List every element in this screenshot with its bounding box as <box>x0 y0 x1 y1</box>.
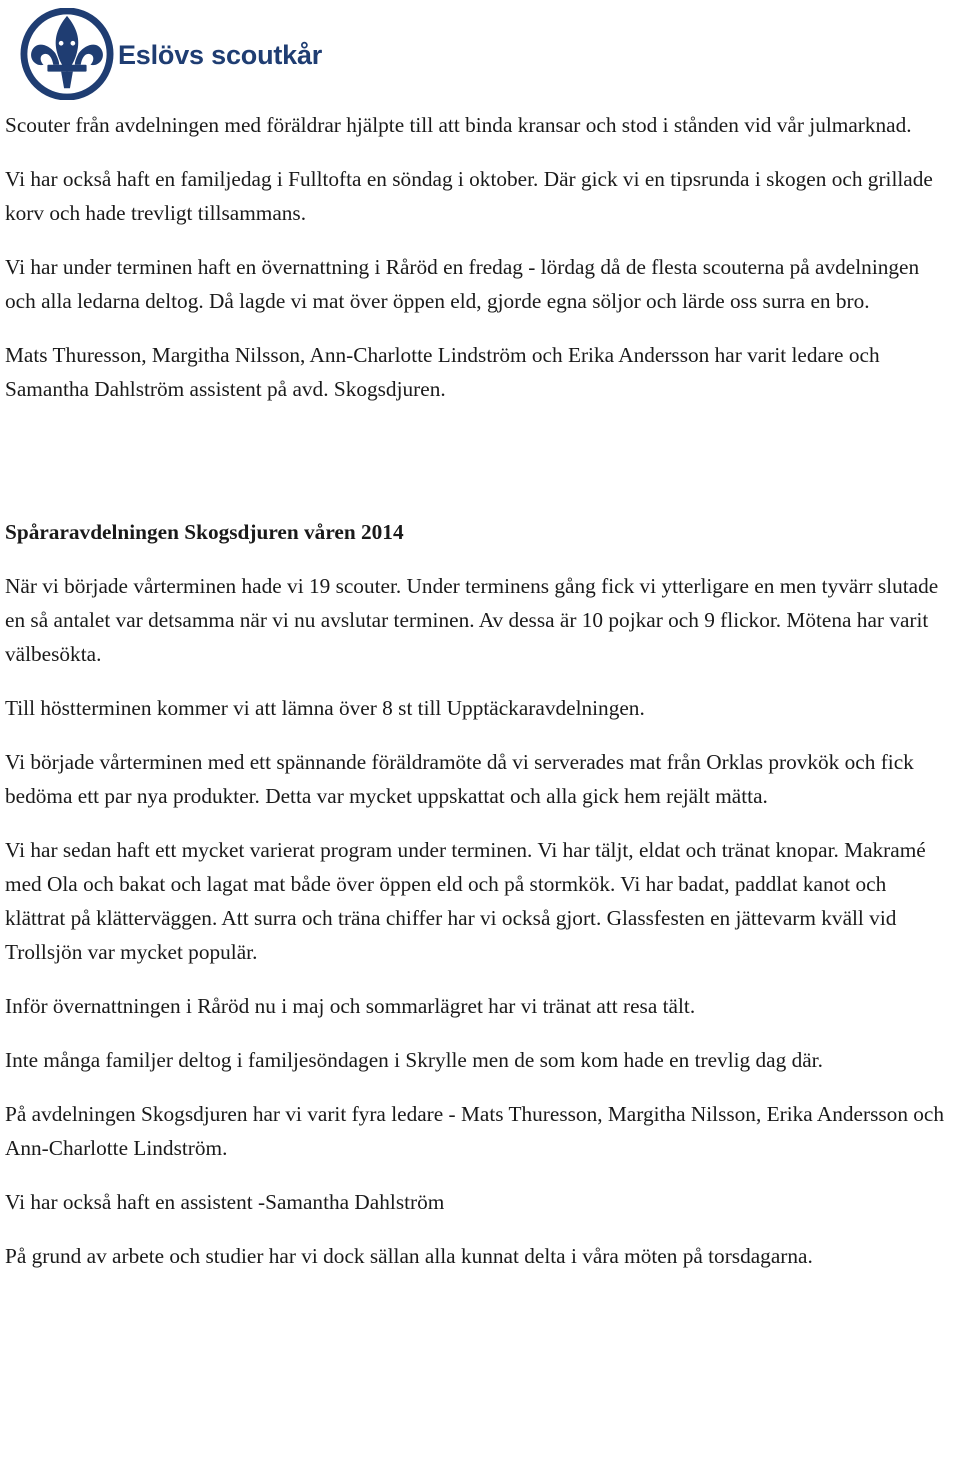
paragraph: Vi har sedan haft ett mycket varierat program under terminen. Vi har täljt, eldat och tränat knopar. Makramé med Ola och bakat och lagat mat både över öppen eld och på stormkök. Vi har badat, paddlat kanot och klättrat på klätterväggen. Att surra och träna chiffer har vi också gjort. Glassfesten en jättevarm kväll vid Trollsjön var mycket populär. <box>5 838 926 964</box>
scout-fleur-de-lis-icon <box>18 8 116 100</box>
paragraph: Vi har också haft en assistent -Samantha Dahlström <box>5 1190 445 1214</box>
section-heading: Spåraravdelningen Skogsdjuren våren 2014 <box>5 520 404 544</box>
paragraph: Vi började vårterminen med ett spännande föräldramöte då vi serverades mat från Orklas provkök och fick bedöma ett par nya produkter. Detta var mycket uppskattat och alla gick hem rejält mätta. <box>5 750 914 808</box>
document-body <box>5 108 950 1293</box>
paragraph: Inte många familjer deltog i familjesöndagen i Skrylle men de som kom hade en trevlig dag där. <box>5 1048 823 1072</box>
paragraph: Mats Thuresson, Margitha Nilsson, Ann-Charlotte Lindström och Erika Andersson har varit ledare och Samantha Dahlström assistent på avd. Skogsdjuren. <box>5 343 880 401</box>
paragraph: Vi har också haft en familjedag i Fulltofta en söndag i oktober. Där gick vi en tipsrunda i skogen och grillade korv och hade trevligt tillsammans. <box>5 167 933 225</box>
page-header <box>18 6 322 102</box>
paragraph: Inför övernattningen i Råröd nu i maj och sommarlägret har vi tränat att resa tält. <box>5 994 696 1018</box>
paragraph: Till höstterminen kommer vi att lämna över 8 st till Upptäckaravdelningen. <box>5 696 645 720</box>
paragraph: Vi har under terminen haft en övernattning i Råröd en fredag - lördag då de flesta scouterna på avdelningen och alla ledarna deltog. Då lagde vi mat över öppen eld, gjorde egna söljor och lärde oss surra en bro. <box>5 255 920 313</box>
section-spacer <box>5 426 950 515</box>
paragraph: På avdelningen Skogsdjuren har vi varit fyra ledare - Mats Thuresson, Margitha Nilsson, Erika Andersson och Ann-Charlotte Lindström. <box>5 1102 945 1160</box>
paragraph: På grund av arbete och studier har vi dock sällan alla kunnat delta i våra möten på torsdagarna. <box>5 1244 813 1268</box>
organization-name: Eslövs scoutkår <box>118 39 323 70</box>
paragraph: När vi började vårterminen hade vi 19 scouter. Under terminens gång fick vi ytterligare en men tyvärr slutade en så antalet var detsamma när vi nu avslutar terminen. Av dessa är 10 pojkar och 9 flickor. Mötena har varit välbesökta. <box>5 574 939 666</box>
paragraph: Scouter från avdelningen med föräldrar hjälpte till att binda kransar och stod i stånden vid vår julmarknad. <box>5 113 912 137</box>
